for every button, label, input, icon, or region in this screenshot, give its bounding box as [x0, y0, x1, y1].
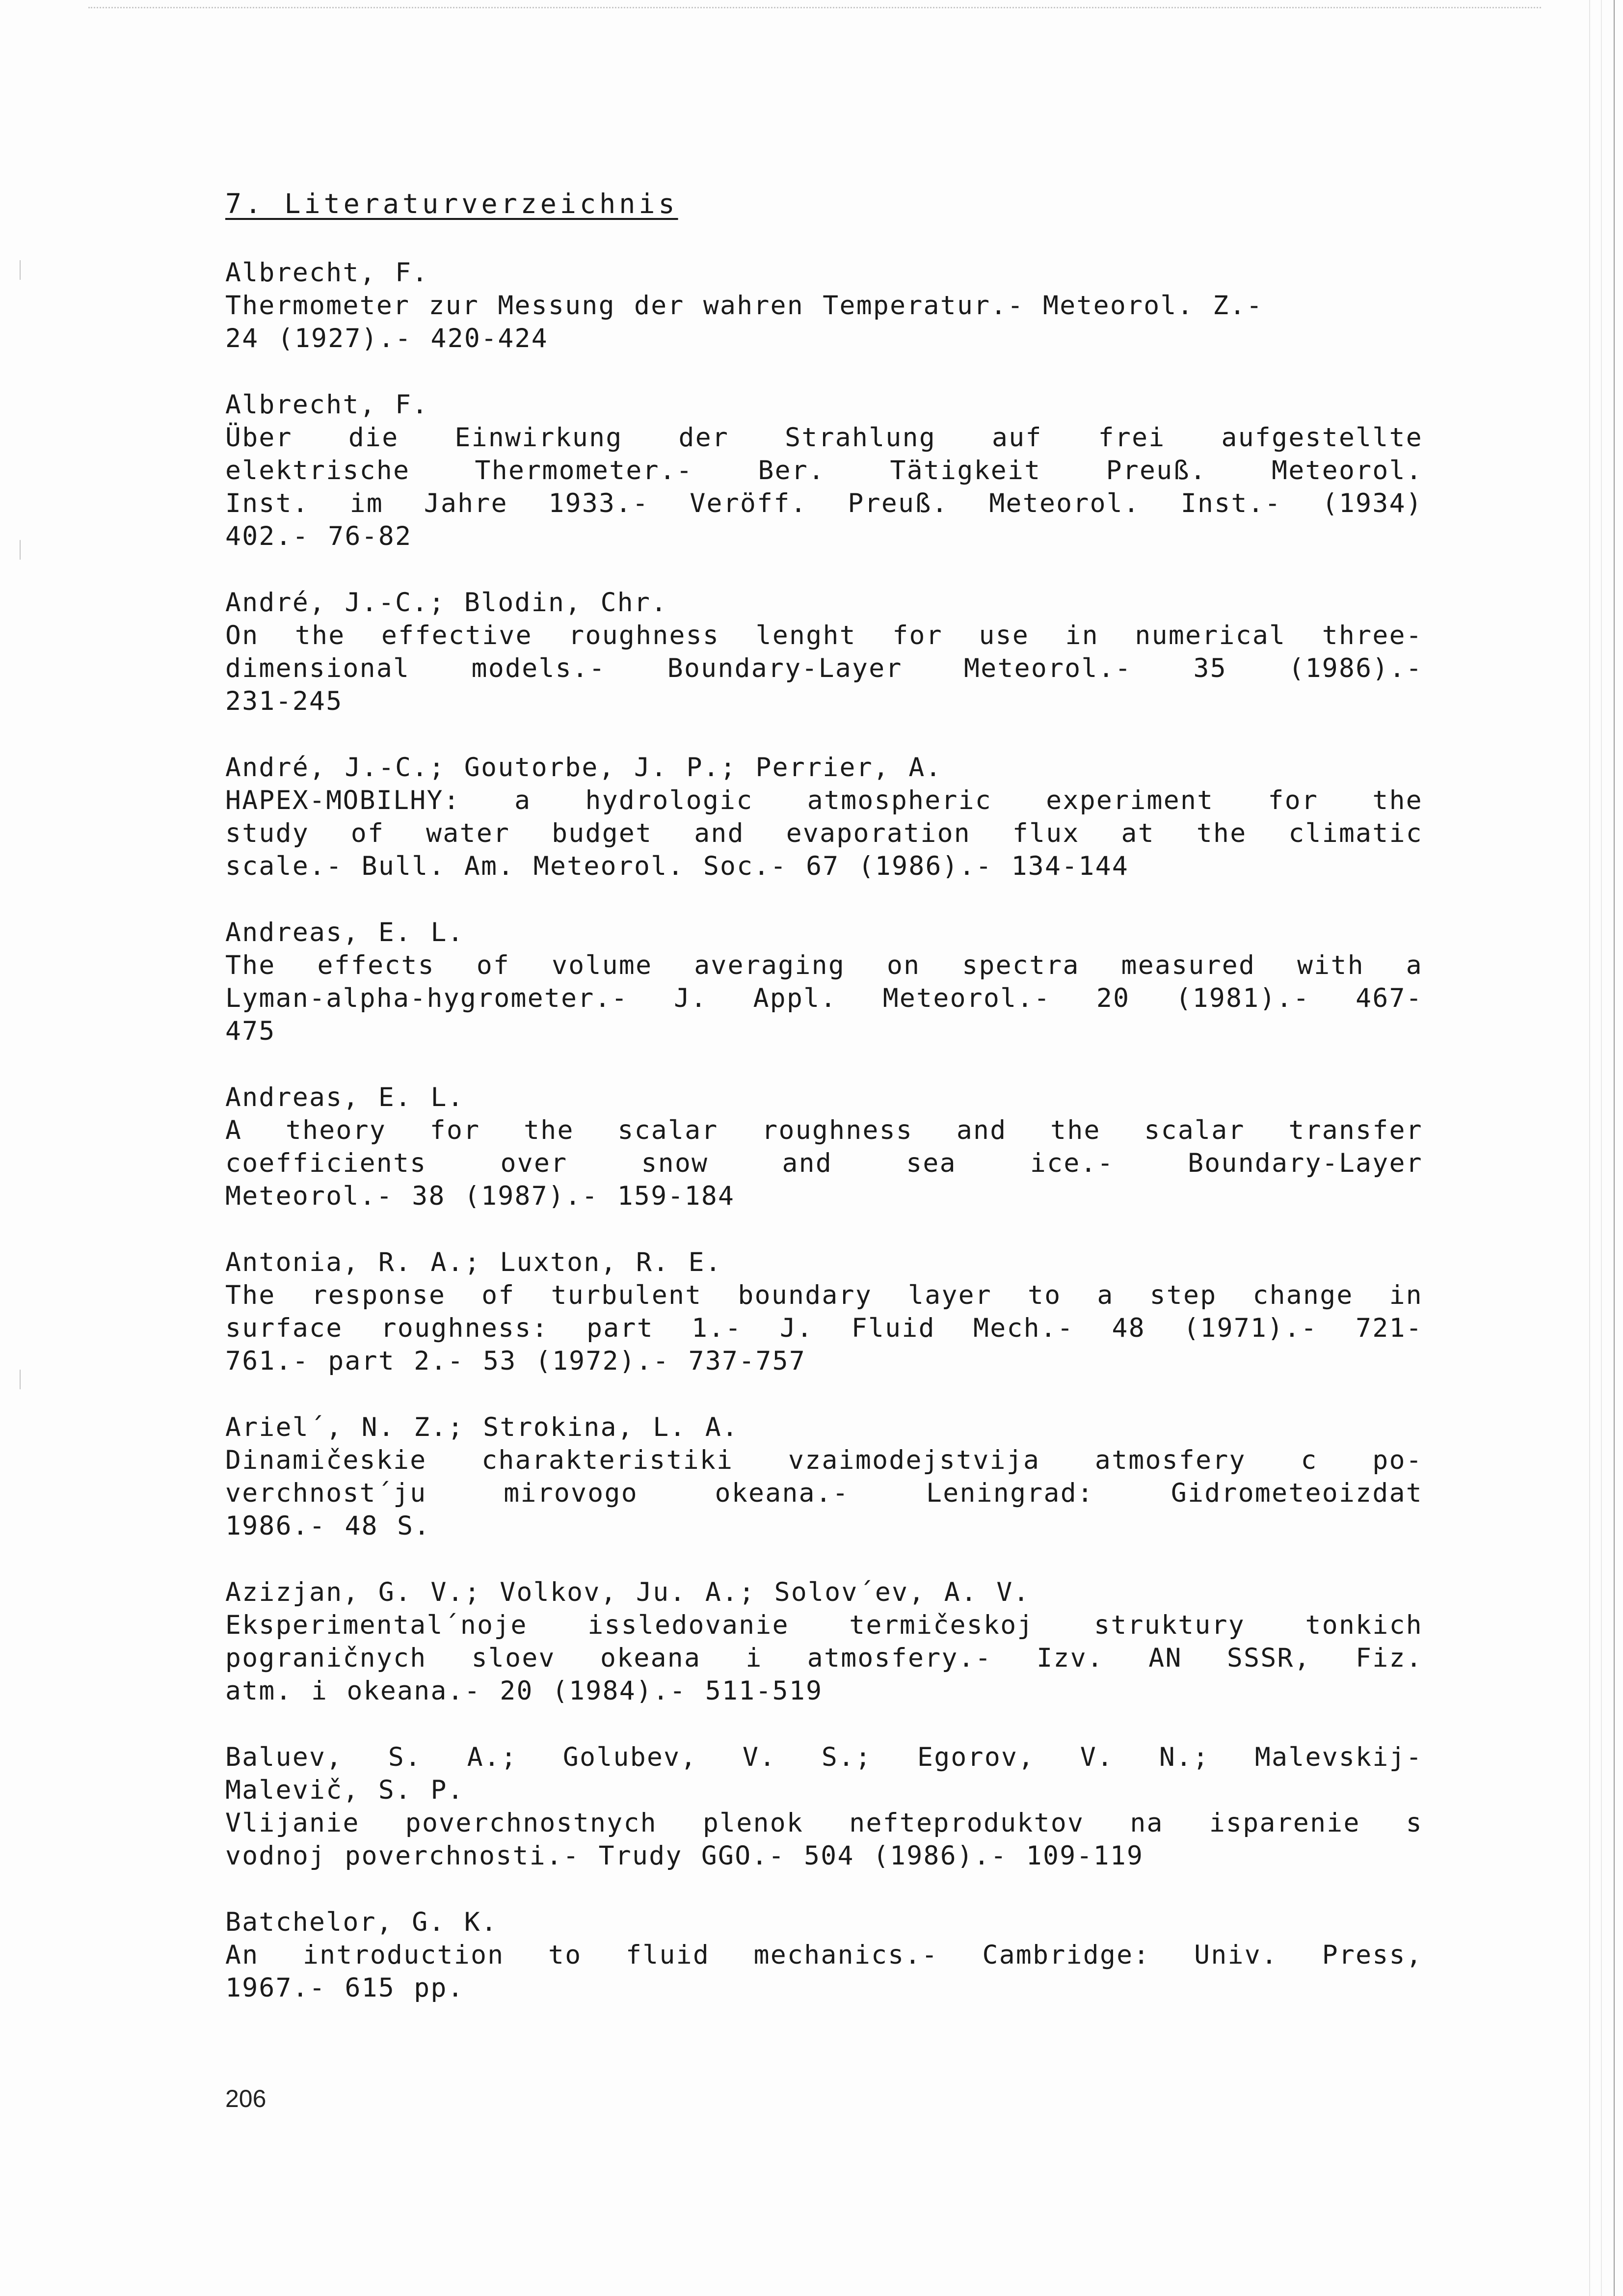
- reference-text-line: Lyman-alpha-hygrometer.- J. Appl. Meteorol.- 20 (1981).- 467-: [225, 983, 1423, 1013]
- reference-text-line: On the effective roughness lenght for use in numerical three-: [225, 621, 1423, 650]
- reference-entry: [225, 1081, 1423, 1213]
- reference-text-line: An introduction to fluid mechanics.- Cambridge: Univ. Press,: [225, 1940, 1423, 1970]
- reference-entry: [225, 388, 1423, 553]
- scan-top-edge-rule: [88, 7, 1541, 8]
- reference-list: [225, 256, 1423, 2038]
- reference-text-line: Dinamičeskie charakteristiki vzaimodejstvija atmosfery c po-: [225, 1445, 1423, 1475]
- reference-text-line: Vlijanie poverchnostnych plenok nefteproduktov na isparenie s: [225, 1808, 1423, 1838]
- reference-text-line: 231-245: [225, 686, 343, 716]
- reference-text-line: elektrische Thermometer.- Ber. Tätigkeit Preuß. Meteorol.: [225, 456, 1423, 486]
- scan-margin-mark: [20, 260, 21, 280]
- reference-text-line: 1986.- 48 S.: [225, 1511, 431, 1541]
- scan-right-edge-rule: [1601, 0, 1602, 2296]
- reference-text-line: HAPEX-MOBILHY: a hydrologic atmospheric experiment for the: [225, 785, 1423, 815]
- reference-author: André, J.-C.; Blodin, Chr.: [225, 588, 668, 618]
- reference-author: Ariel´, N. Z.; Strokina, L. A.: [225, 1412, 739, 1442]
- reference-text-line: dimensional models.- Boundary-Layer Meteorol.- 35 (1986).-: [225, 653, 1423, 683]
- reference-author: Andreas, E. L.: [225, 918, 464, 947]
- reference-author: Azizjan, G. V.; Volkov, Ju. A.; Solov´ev, A. V.: [225, 1577, 1030, 1607]
- reference-text-line: A theory for the scalar roughness and the scalar transfer: [225, 1115, 1423, 1145]
- scan-right-edge-rule: [1614, 0, 1615, 2296]
- reference-text-line: coefficients over snow and sea ice.- Boundary-Layer: [225, 1148, 1423, 1178]
- reference-author: Albrecht, F.: [225, 390, 429, 420]
- reference-text-line: atm. i okeana.- 20 (1984).- 511-519: [225, 1676, 823, 1706]
- reference-entry: [225, 1906, 1423, 2004]
- reference-text-line: scale.- Bull. Am. Meteorol. Soc.- 67 (1986).- 134-144: [225, 851, 1129, 881]
- section-heading: 7. Literaturverzeichnis: [225, 188, 678, 219]
- reference-author: Andreas, E. L.: [225, 1082, 464, 1112]
- reference-entry: [225, 1246, 1423, 1378]
- reference-entry: [225, 1411, 1423, 1542]
- reference-author: Batchelor, G. K.: [225, 1907, 498, 1937]
- reference-entry: [225, 586, 1423, 718]
- reference-text-line: Inst. im Jahre 1933.- Veröff. Preuß. Meteorol. Inst.- (1934): [225, 488, 1423, 518]
- page-number: 206: [225, 2085, 266, 2112]
- reference-entry: [225, 751, 1423, 883]
- reference-text-line: 402.- 76-82: [225, 521, 412, 551]
- reference-text-line: Malevič, S. P.: [225, 1775, 464, 1805]
- reference-author: Baluev, S. A.; Golubev, V. S.; Egorov, V. N.; Malevskij-: [225, 1742, 1423, 1772]
- reference-entry: [225, 1576, 1423, 1707]
- reference-author: Albrecht, F.: [225, 258, 429, 288]
- reference-entry: [225, 256, 1423, 355]
- reference-text-line: 761.- part 2.- 53 (1972).- 737-757: [225, 1346, 806, 1376]
- reference-text-line: study of water budget and evaporation flux at the climatic: [225, 818, 1423, 848]
- reference-text-line: The response of turbulent boundary layer to a step change in: [225, 1280, 1423, 1310]
- reference-text-line: vodnoj poverchnosti.- Trudy GGO.- 504 (1986).- 109-119: [225, 1841, 1144, 1871]
- reference-text-line: Thermometer zur Messung der wahren Temperatur.- Meteorol. Z.-: [225, 291, 1263, 321]
- scan-margin-mark: [20, 1370, 21, 1389]
- reference-text-line: The effects of volume averaging on spectra measured with a: [225, 950, 1423, 980]
- scan-margin-mark: [20, 540, 21, 560]
- reference-entry: [225, 1741, 1423, 1872]
- reference-text-line: 24 (1927).- 420-424: [225, 324, 548, 353]
- reference-author: Antonia, R. A.; Luxton, R. E.: [225, 1247, 722, 1277]
- reference-text-line: surface roughness: part 1.- J. Fluid Mech.- 48 (1971).- 721-: [225, 1313, 1423, 1343]
- reference-text-line: 475: [225, 1016, 276, 1046]
- reference-text-line: Eksperimental´noje issledovanie termičeskoj struktury tonkich: [225, 1610, 1423, 1640]
- reference-text-line: verchnost´ju mirovogo okeana.- Leningrad: Gidrometeoizdat: [225, 1478, 1423, 1508]
- reference-text-line: pograničnych sloev okeana i atmosfery.- Izv. AN SSSR, Fiz.: [225, 1643, 1423, 1673]
- reference-entry: [225, 916, 1423, 1048]
- reference-author: André, J.-C.; Goutorbe, J. P.; Perrier, A.: [225, 753, 942, 783]
- reference-text-line: Meteorol.- 38 (1987).- 159-184: [225, 1181, 735, 1211]
- reference-text-line: 1967.- 615 pp.: [225, 1973, 464, 2003]
- scan-right-edge-rule: [1589, 0, 1590, 2296]
- reference-text-line: Über die Einwirkung der Strahlung auf frei aufgestellte: [225, 423, 1423, 453]
